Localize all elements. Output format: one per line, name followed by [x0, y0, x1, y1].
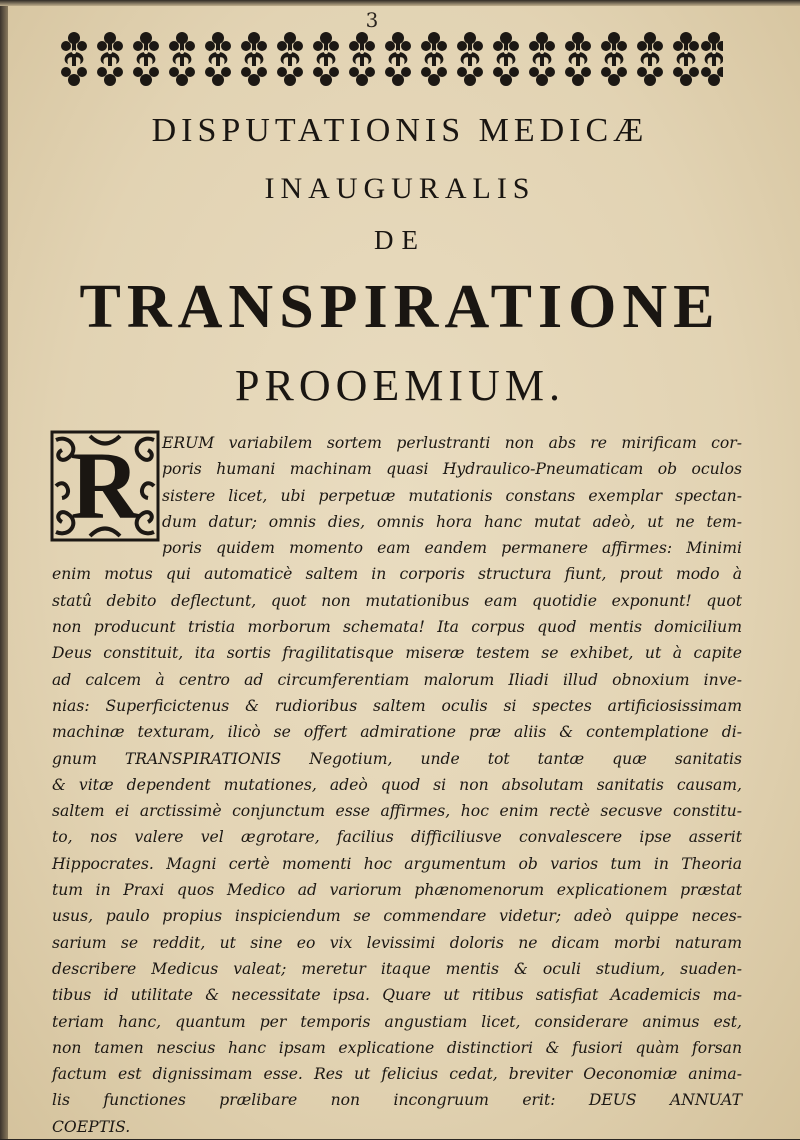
- body-paragraph: [52, 430, 742, 1140]
- body-line: lis functiones prælibare non incongruum erit: DEUS ANNUAT: [52, 1091, 742, 1110]
- body-line: poris quidem momento eam eandem permanere affirmes: Minimi: [162, 539, 742, 558]
- body-line: tibus id utilitate & necessitate ipsa. Quare ut ritibus satisfiat Academicis ma-: [52, 986, 742, 1005]
- body-line: to, nos valere vel ægrotare, facilius difficiliusve convalescere ipse asserit: [52, 828, 742, 847]
- body-line: Deus constituit, ita sortis fragilitatisque miseræ testem se exhibet, ut à capite: [52, 644, 742, 663]
- drop-cap-letter: R: [70, 432, 140, 539]
- page-number: 3: [365, 8, 379, 32]
- body-line: machinæ texturam, ilicò se offert admiratione præ aliis & contemplatione di-: [52, 723, 742, 742]
- body-line: non producunt tristia morborum schemata! Ita corpus quod mentis domicilium: [52, 618, 742, 637]
- top-edge: [0, 0, 800, 6]
- body-line: sistere licet, ubi perpetuæ mutationis constans exemplar spectan-: [162, 486, 742, 505]
- body-line: factum est dignissimam esse. Res ut felicius cedat, breviter Oeconomiæ anima-: [52, 1065, 742, 1084]
- body-line: ERUM variabilem sortem perlustranti non abs re mirificam cor-: [162, 434, 742, 452]
- body-line: usus, paulo propius inspiciendum se commendare videtur; adeò quippe neces-: [52, 907, 742, 926]
- body-line: saltem ei arctissimè conjunctum esse affirmes, hoc enim rectè secusve constitu-: [52, 802, 742, 821]
- body-line: & vitæ dependent mutationes, adeò quod si non absolutam sanitatis causam,: [52, 775, 742, 794]
- title-line-5: PROOEMIUM.: [235, 361, 565, 410]
- title-line-1: DISPUTATIONIS MEDICÆ: [151, 112, 649, 149]
- body-line: sarium se reddit, ut sine eo vix levissimi doloris ne dicam morbi naturam: [52, 933, 742, 952]
- body-line: nias: Superficictenus & rudioribus saltem oculis si spectes artificiosissimam: [52, 696, 742, 715]
- body-line: ad calcem à centro ad circumferentiam malorum Iliadi illud obnoxium inve-: [52, 670, 742, 689]
- body-line: describere Medicus valeat; meretur itaque mentis & oculi studium, suaden-: [52, 959, 742, 978]
- body-line: enim motus qui automaticè saltem in corporis structura fiunt, prout modo à: [52, 565, 742, 584]
- body-line: gnum TRANSPIRATIONIS Negotium, unde tot tantæ quæ sanitatis: [52, 749, 742, 768]
- body-line: COEPTIS.: [52, 1117, 131, 1136]
- body-line: Hippocrates. Magni certè momenti hoc argumentum ob varios tum in Theoria: [52, 854, 742, 873]
- body-line: tum in Praxi quos Medico ad variorum phænomenorum explicationem præstat: [52, 881, 742, 900]
- body-line: non tamen nescius hanc ipsam explicatione distinctiori & fusiori quàm forsan: [52, 1038, 742, 1057]
- title-line-2: INAUGURALIS: [264, 172, 536, 205]
- body-line: dum datur; omnis dies, omnis hora hanc mutat adeò, ut ne tem-: [162, 512, 742, 531]
- title-line-4: TRANSPIRATIONE: [79, 273, 721, 341]
- body-line: poris humani machinam quasi Hydraulico-Pneumaticam ob oculos: [162, 460, 742, 479]
- headpiece-ornament: [58, 28, 723, 90]
- body-line: teriam hanc, quantum per temporis angustiam licet, considerare animus est,: [52, 1012, 742, 1031]
- binding-edge: [0, 0, 8, 1139]
- title-line-3: DE: [374, 225, 426, 255]
- body-line: statû debito deflectunt, quot non mutationibus eam quotidie exponunt! quot: [52, 591, 742, 610]
